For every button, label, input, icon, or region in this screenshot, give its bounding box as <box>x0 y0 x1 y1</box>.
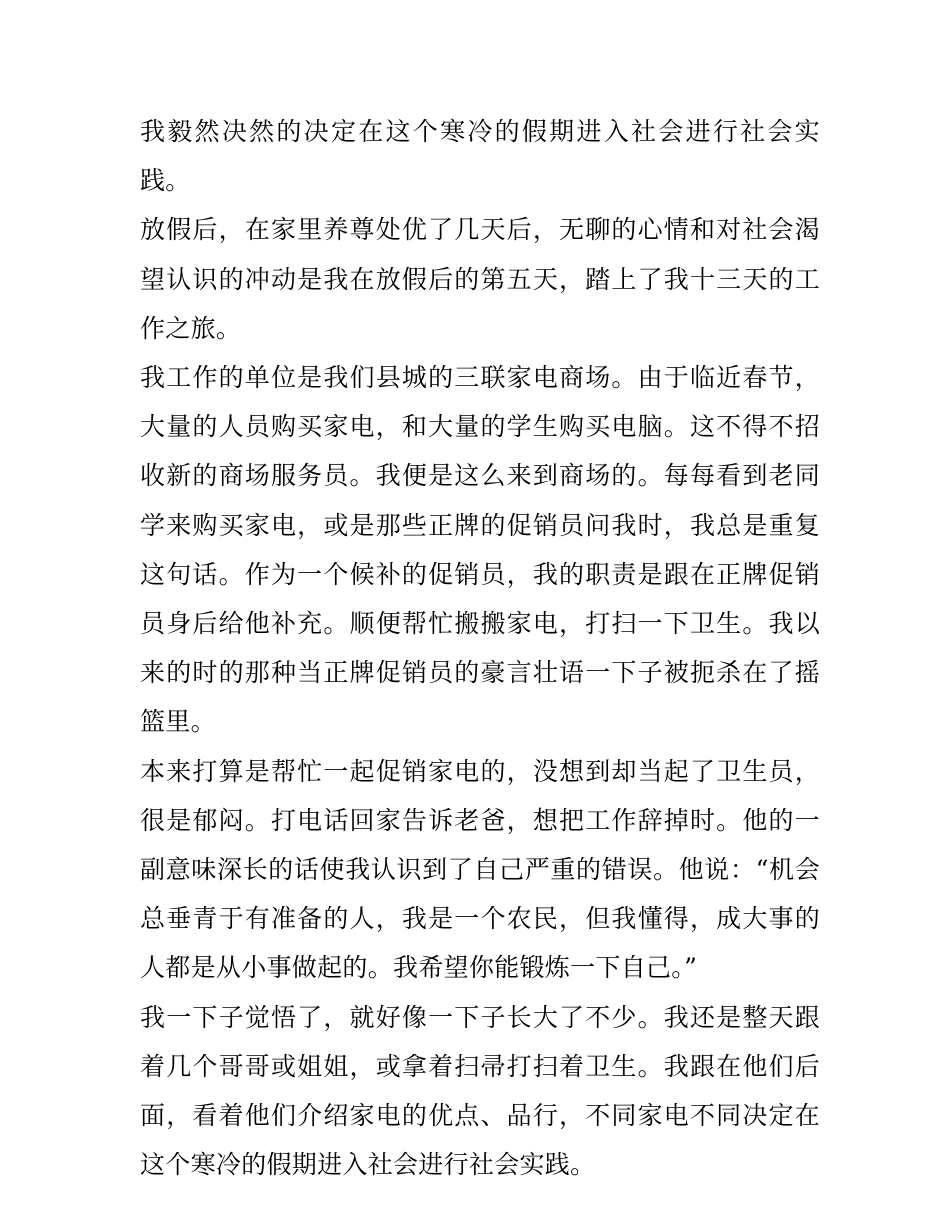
paragraph-5: 我一下子觉悟了，就好像一下子长大了不少。我还是整天跟着几个哥哥或姐姐，或拿着扫帚打扫着卫生。我跟在他们后面，看着他们介绍家电的优点、品行，不同家电不同决定在这个寒冷的假期进入社会进行社会实践。 <box>140 1002 820 1180</box>
paragraph-3: 我工作的单位是我们县城的三联家电商场。由于临近春节，大量的人员购买家电，和大量的学生购买电脑。这不得不招收新的商场服务员。我便是这么来到商场的。每每看到老同学来购买家电，或是那些正牌的促销员问我时，我总是重复这句话。作为一个候补的促销员，我的职责是跟在正牌促销员身后给他补充。顺便帮忙搬搬家电，打扫一下卫生。我以来的时的那种当正牌促销员的豪言壮语一下子被扼杀在了摇篮里。 <box>140 363 820 737</box>
paragraph-1: 我毅然决然的决定在这个寒冷的假期进入社会进行社会实践。 <box>140 117 820 196</box>
paragraph-4: 本来打算是帮忙一起促销家电的，没想到却当起了卫生员，很是郁闷。打电话回家告诉老爸，想把工作辞掉时。他的一副意味深长的话使我认识到了自己严重的错误。他说：“机会总垂青于有准备的人，我是一个农民，但我懂得，成大事的人都是从小事做起的。我希望你能锻炼一下自己。” <box>140 756 820 983</box>
paragraph-2: 放假后，在家里养尊处优了几天后，无聊的心情和对社会渴望认识的冲动是我在放假后的第五天，踏上了我十三天的工作之旅。 <box>140 215 820 343</box>
document-body <box>140 107 820 1189</box>
